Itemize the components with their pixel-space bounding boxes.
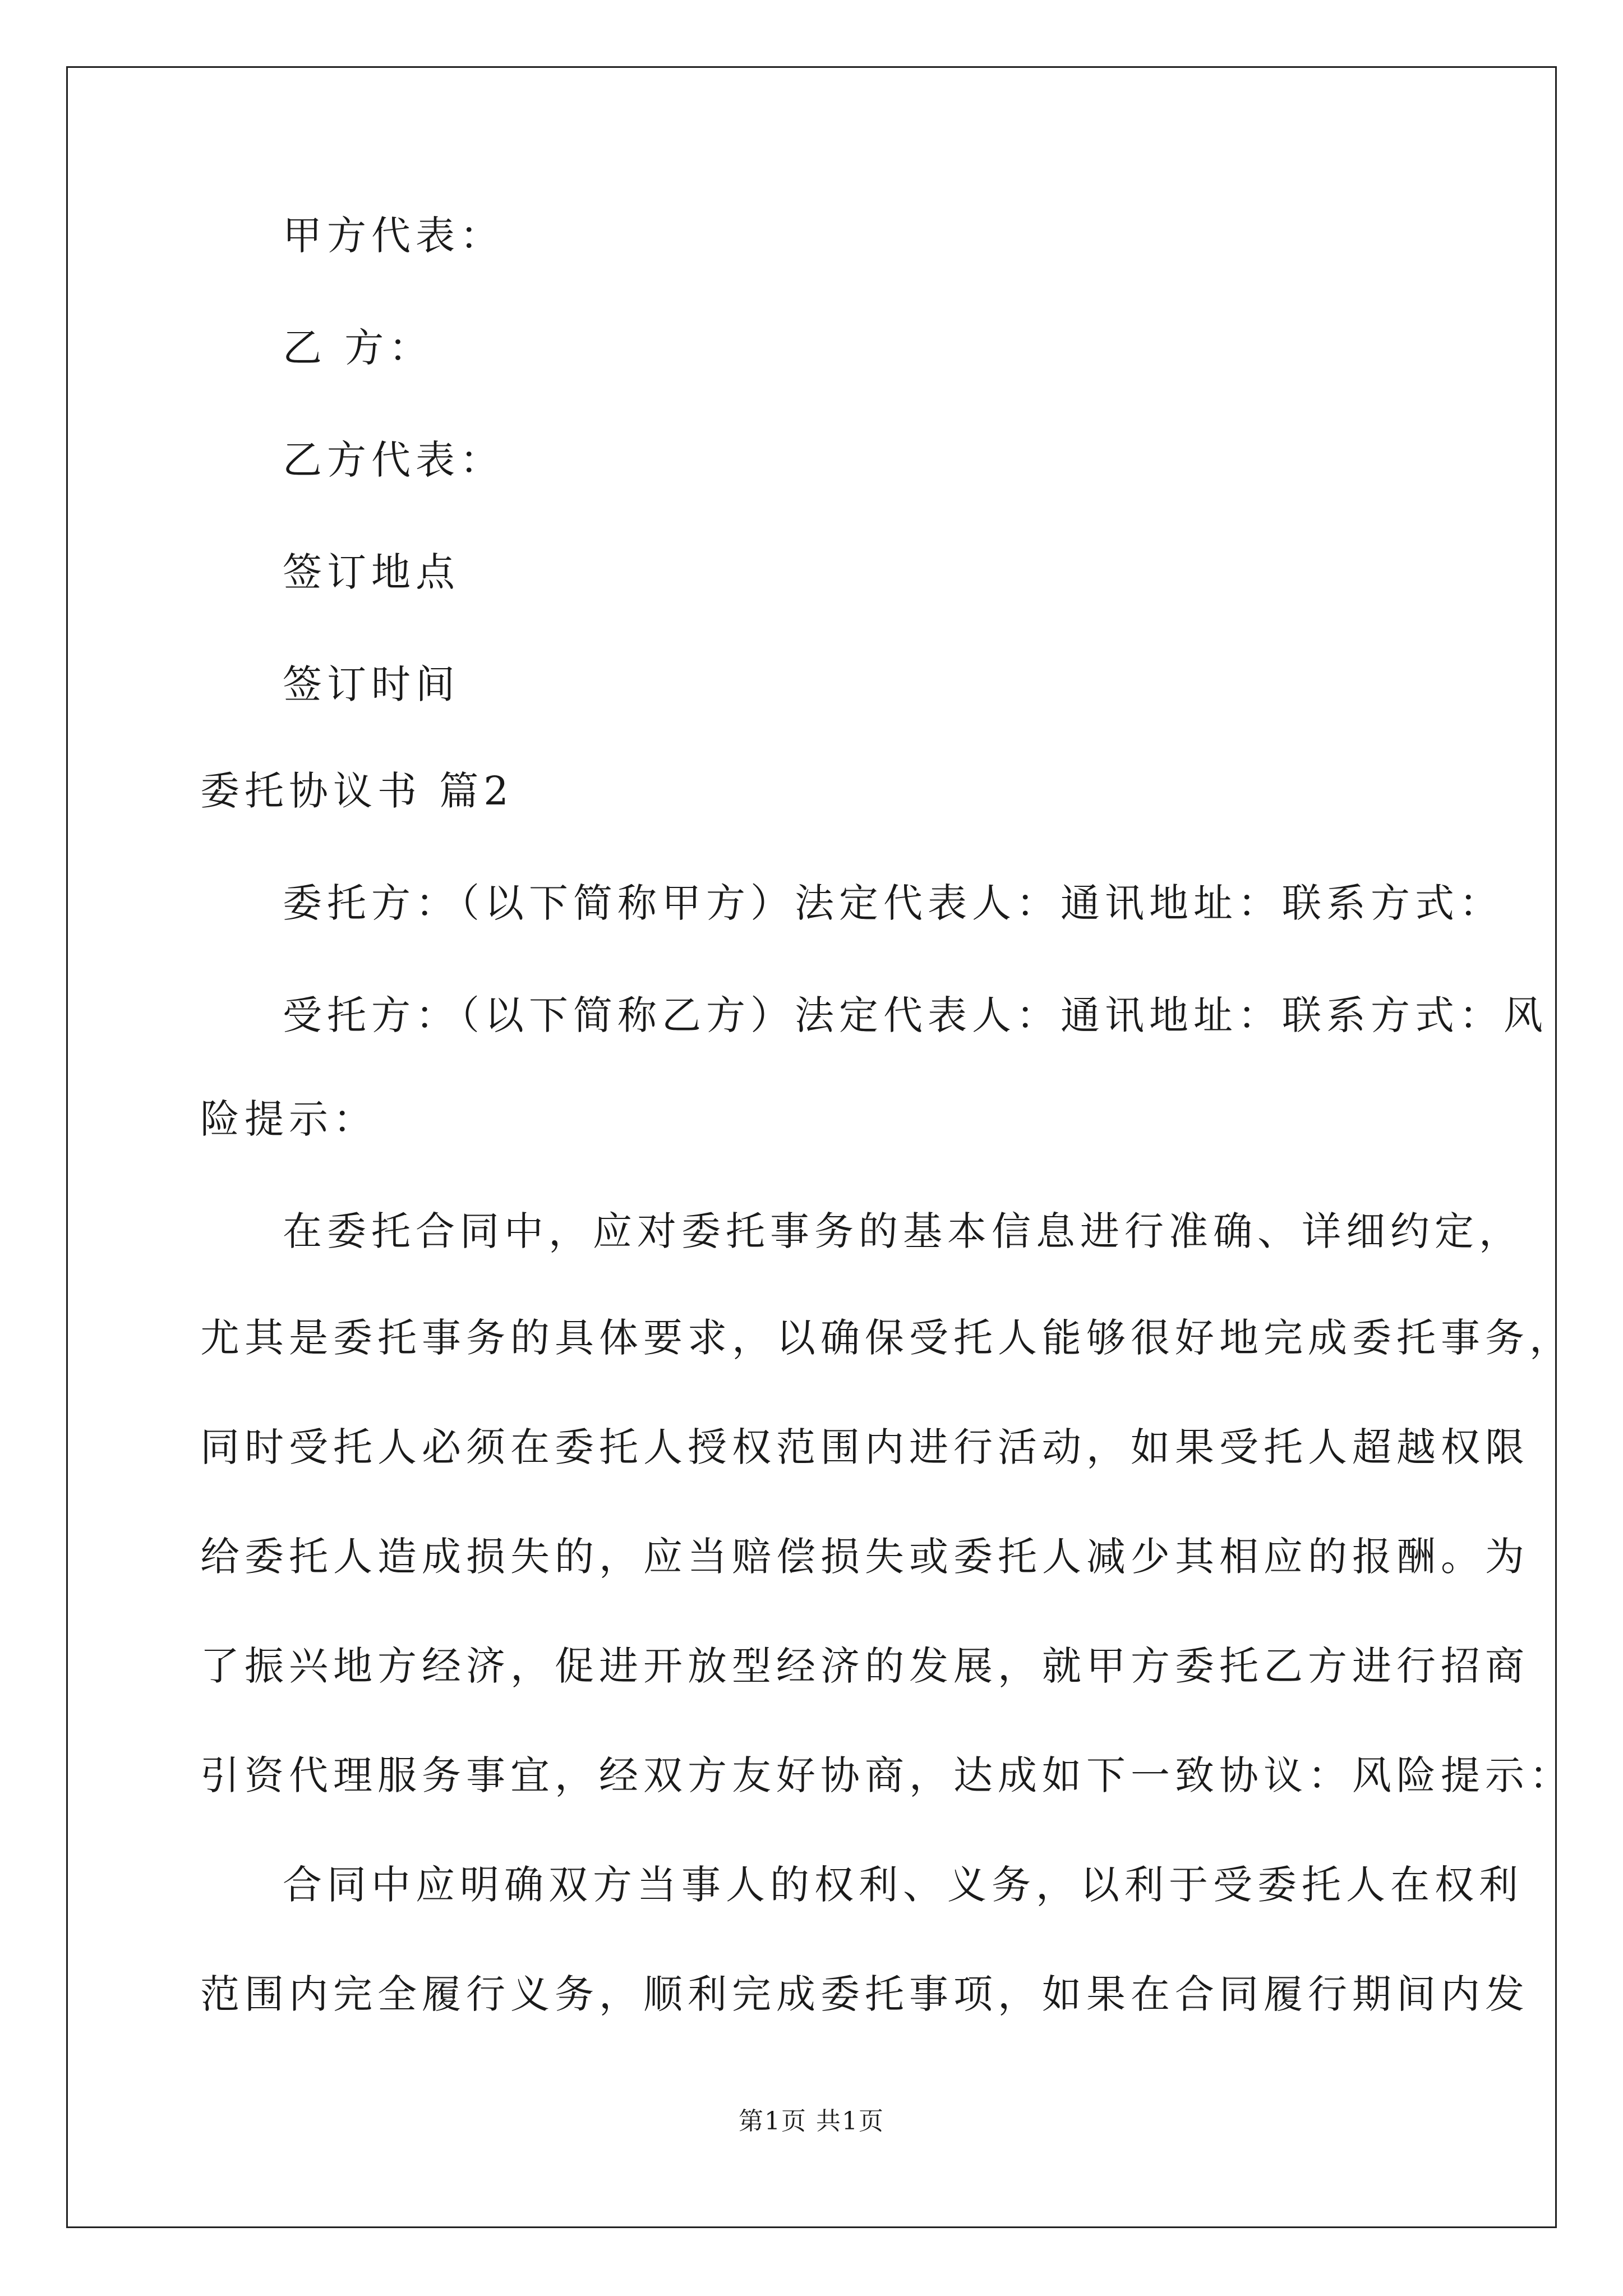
paragraph-line: 合同中应明确双方当事人的权利、义务，以利于受委托人在权利	[283, 1862, 1523, 1908]
paragraph-line: 在委托合同中，应对委托事务的基本信息进行准确、详细约定，	[283, 1208, 1523, 1254]
paragraph-line: 险提示：	[200, 1096, 377, 1142]
paragraph-line: 引资代理服务事宜，经双方友好协商，达成如下一致协议：风险提示：	[200, 1752, 1574, 1798]
entrusting-party-line: 委托方：（以下简称甲方）法定代表人：通讯地址：联系方式：	[283, 880, 1504, 926]
paragraph-line: 了振兴地方经济，促进开放型经济的发展，就甲方委托乙方进行招商	[200, 1643, 1529, 1689]
section-heading: 委托协议书 篇2	[200, 768, 514, 814]
paragraph-line: 给委托人造成损失的，应当赔偿损失或委托人减少其相应的报酬。为	[200, 1534, 1529, 1580]
entrusted-party-line: 受托方：（以下简称乙方）法定代表人：通讯地址：联系方式：风	[283, 992, 1548, 1038]
page-footer: 第1页 共1页	[739, 2107, 884, 2136]
signing-time-line: 签订时间	[283, 661, 460, 707]
party-b-representative-line: 乙方代表：	[283, 437, 504, 483]
party-a-representative-line: 甲方代表：	[283, 213, 504, 259]
paragraph-line: 尤其是委托事务的具体要求，以确保受托人能够很好地完成委托事务，	[200, 1315, 1574, 1361]
party-b-line: 乙 方：	[283, 325, 434, 371]
signing-place-line: 签订地点	[283, 549, 460, 595]
paragraph-line: 同时受托人必须在委托人授权范围内进行活动，如果受托人超越权限	[200, 1424, 1529, 1470]
paragraph-line: 范围内完全履行义务，顺利完成委托事项，如果在合同履行期间内发	[200, 1971, 1529, 2017]
